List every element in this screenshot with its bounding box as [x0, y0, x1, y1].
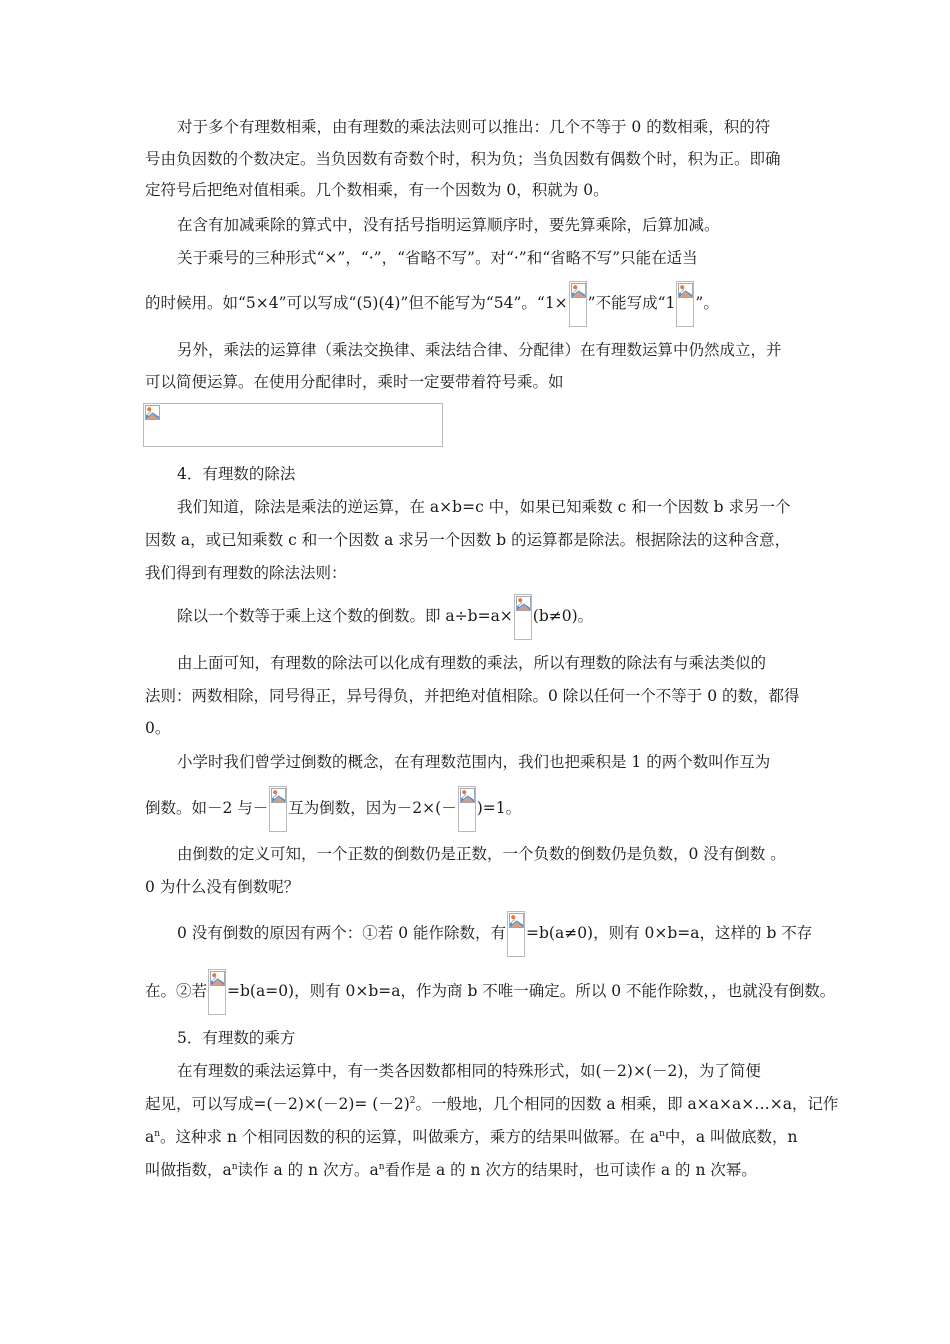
text-run: =b(a≠0)，则有 0×b=a，这样的 b 不存: [526, 924, 813, 942]
paragraph-line: 在有理数的乘法运算中，有一类各因数都相同的特殊形式，如(－2)×(－2)，为了简便: [177, 1062, 761, 1080]
text-run: 除以一个数等于乘上这个数的倒数。即 a÷b=a×: [177, 607, 513, 625]
superscript: n: [378, 1162, 385, 1172]
paragraph-line: 定符号后把绝对值相乘。几个数相乘，有一个因数为 0，积就为 0。: [145, 181, 609, 199]
paragraph-line: 0 为什么没有倒数呢？: [145, 878, 300, 896]
section-heading: 5．有理数的乘方: [177, 1029, 296, 1047]
text-run: 0 没有倒数的原因有两个：①若 0 能作除数，有: [177, 924, 507, 942]
broken-image-icon: [460, 788, 475, 803]
broken-image-icon: [571, 283, 586, 298]
superscript: 2: [409, 1096, 416, 1106]
text-run: )=1。: [476, 799, 522, 817]
paragraph-line: 法则：两数相除，同号得正，异号得负，并把绝对值相除。0 除以任何一个不等于 0 的数，都得: [145, 687, 800, 705]
text-run: 读作 a 的 n 次方。a: [237, 1161, 379, 1179]
paragraph-line: 我们得到有理数的除法法则：: [145, 564, 347, 582]
text-run: =b(a=0)，则有 0×b=a，作为商 b 不唯一确定。所以 0 不能作除数，，也就没有倒数。: [227, 982, 836, 1000]
text-run: 倒数。如－2 与－: [145, 799, 269, 817]
paragraph-line: 由倒数的定义可知，一个正数的倒数仍是正数，一个负数的倒数仍是负数，0 没有倒数 。: [177, 845, 786, 863]
formula-image: [514, 594, 532, 640]
text-run: 起见，可以写成=(－2)×(－2)= (－2): [145, 1095, 410, 1113]
paragraph-line: 小学时我们曾学过倒数的概念，在有理数范围内，我们也把乘积是 1 的两个数叫作互为: [177, 753, 771, 771]
paragraph-line: 因数 a，或已知乘数 c 和一个因数 a 求另一个因数 b 的运算都是除法。根据除法的这种含意，: [145, 531, 791, 549]
paragraph-line: 关于乘号的三种形式“×”，“·”，“省略不写”。对“·”和“省略不写”只能在适当: [177, 249, 698, 267]
paragraph-line: [145, 785, 521, 832]
text-run: 叫做指数，a: [145, 1161, 232, 1179]
paragraph-line: 另外，乘法的运算律（乘法交换律、乘法结合律、分配律）在有理数运算中仍然成立，并: [177, 341, 782, 359]
formula-image: [208, 969, 226, 1015]
paragraph-line: [145, 1094, 838, 1114]
paragraph-line: [177, 593, 593, 640]
superscript: n: [154, 1129, 161, 1139]
broken-image-icon: [678, 283, 693, 298]
broken-image-icon: [271, 788, 286, 803]
formula-image: [458, 786, 476, 832]
paragraph-line: [145, 1160, 757, 1180]
text-run: 中，a 叫做底数，n: [664, 1128, 798, 1146]
text-run: (b≠0)。: [532, 607, 594, 625]
paragraph-line: 对于多个有理数相乘，由有理数的乘法法则可以推出：几个不等于 0 的数相乘，积的符: [177, 118, 771, 136]
text-run: 。一般地，几个相同的因数 a 相乘，即 a×a×a×…×a，记作: [415, 1095, 839, 1113]
paragraph-line: 号由负因数的个数决定。当负因数有奇数个时，积为负；当负因数有偶数个时，积为正。即确: [145, 150, 781, 168]
text-run: 的时候用。如“5×4”可以写成“(5)(4)”但不能写为“54”。“1×: [145, 294, 568, 312]
paragraph-line: 在含有加减乘除的算式中，没有括号指明运算顺序时，要先算乘除，后算加减。: [177, 216, 720, 234]
broken-image-icon: [145, 405, 160, 420]
paragraph-line: 由上面可知，有理数的除法可以化成有理数的乘法，所以有理数的除法有与乘法类似的: [177, 654, 767, 672]
text-run: a: [145, 1128, 155, 1146]
paragraph-line: [177, 910, 812, 957]
paragraph-line: [145, 968, 835, 1015]
broken-image-icon: [509, 913, 524, 928]
text-run: ”。: [695, 294, 719, 312]
paragraph-line: 我们知道，除法是乘法的逆运算，在 a×b=c 中，如果已知乘数 c 和一个因数 b 求另一个: [177, 498, 791, 516]
broken-image-icon: [516, 596, 531, 611]
superscript: n: [659, 1129, 665, 1139]
formula-image: [143, 403, 443, 447]
formula-image: [269, 786, 287, 832]
text-run: 互为倒数，因为－2×(－: [288, 799, 457, 817]
paragraph-line: 可以简便运算。在使用分配律时，乘时一定要带着符号乘。如: [145, 373, 564, 391]
superscript: n: [231, 1162, 238, 1172]
formula-image: [569, 281, 587, 327]
text-run: 看作是 a 的 n 次方的结果时，也可读作 a 的 n 次幂。: [384, 1161, 757, 1179]
section-heading: 4．有理数的除法: [177, 465, 296, 483]
formula-image: [676, 281, 694, 327]
formula-image: [507, 911, 525, 957]
text-run: ”不能写成“1: [587, 294, 676, 312]
text-run: 。这种求 n 个相同因数的积的运算，叫做乘方，乘方的结果叫做幂。在 a: [160, 1128, 660, 1146]
paragraph-line: [145, 280, 719, 327]
paragraph-line: 0。: [145, 719, 171, 737]
paragraph-line: [145, 1127, 798, 1147]
broken-image-icon: [210, 971, 225, 986]
text-run: 在。②若: [145, 982, 208, 1000]
